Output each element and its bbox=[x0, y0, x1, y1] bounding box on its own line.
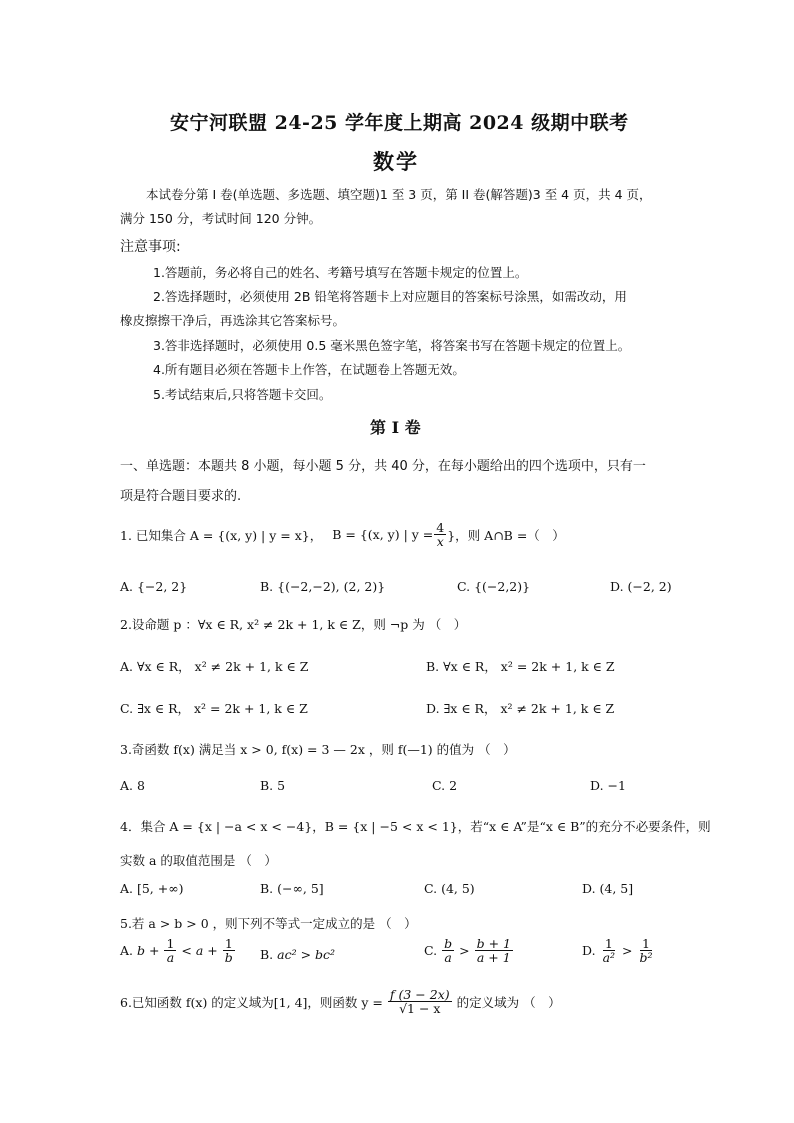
q5-option-d-mid: > bbox=[622, 943, 633, 959]
q5-option-b-label: B. bbox=[260, 947, 274, 962]
q5d-n2: 1 bbox=[642, 936, 650, 951]
q6-frac-denominator: √1 − x bbox=[399, 1001, 441, 1017]
q5a-d2: b bbox=[224, 950, 233, 966]
q3-option-d: D. −1 bbox=[590, 778, 626, 793]
q6-stem-a: 6.已知函数 f(x) 的定义域为[1, 4]，则函数 y = bbox=[120, 994, 383, 1010]
q5-option-d-frac-2 bbox=[638, 937, 655, 964]
intro-line-2: 满分 150 分，考试时间 120 分钟。 bbox=[120, 211, 322, 226]
q1-fraction bbox=[434, 521, 446, 548]
q5-option-a-label: A. bbox=[120, 943, 134, 959]
q1-stem-b: B = {(x, y) | y = bbox=[332, 527, 434, 543]
q5d-d2: b² bbox=[639, 950, 653, 966]
exam-subject: 数学 bbox=[373, 149, 419, 174]
q1-option-b: B. {(−2,−2), (2, 2)} bbox=[260, 579, 386, 594]
q4-option-c: C. (4, 5) bbox=[424, 881, 475, 896]
q2-option-a: A. ∀x ∈ R， x² ≠ 2k + 1, k ∈ Z bbox=[120, 659, 309, 674]
q1-stem-c: }，则 A∩B =（ ） bbox=[447, 527, 565, 543]
notes-heading: 注意事项: bbox=[120, 239, 181, 255]
q2-option-c: C. ∃x ∈ R， x² = 2k + 1, k ∈ Z bbox=[120, 701, 308, 716]
q5-option-a-frac-1 bbox=[164, 937, 176, 964]
q5-option-a-mid: < a + bbox=[181, 943, 218, 959]
q5c-d1: a bbox=[444, 950, 452, 966]
q1-option-d: D. (−2, 2) bbox=[610, 579, 672, 594]
q5c-n1: b bbox=[444, 936, 453, 951]
q5-option-d-label: D. bbox=[582, 943, 596, 959]
q3-option-a: A. 8 bbox=[120, 778, 145, 793]
note-item-3: 3.答非选择题时，必须使用 0.5 毫米黑色签字笔，将答案书写在答题卡规定的位置上。 bbox=[153, 338, 631, 353]
question-6-stem bbox=[120, 988, 561, 1015]
q5-option-c bbox=[424, 937, 514, 964]
q4-option-a: A. [5, +∞) bbox=[120, 881, 184, 896]
q5-option-c-frac-2 bbox=[475, 937, 513, 964]
q3-option-c: C. 2 bbox=[432, 778, 458, 793]
q5-option-b bbox=[260, 947, 335, 962]
intro-line-1: 本试卷分第 I 卷(单选题、多选题、填空题)1 至 3 页，第 II 卷(解答题)3 至 4 页，共 4 页， bbox=[146, 187, 652, 202]
q1-frac-denominator: x bbox=[436, 534, 444, 550]
q6-stem-b: 的定义域为 （ ） bbox=[456, 994, 561, 1010]
q4-option-b: B. (−∞, 5] bbox=[260, 881, 324, 896]
question-5-stem: 5.若 a > b > 0 ，则下列不等式一定成立的是 （ ） bbox=[120, 916, 417, 931]
note-item-4: 4.所有题目必须在答题卡上作答，在试题卷上答题无效。 bbox=[153, 362, 465, 377]
q5d-d1: a² bbox=[602, 950, 616, 966]
q5-option-c-frac-1 bbox=[442, 937, 454, 964]
q5c-n2: b + 1 bbox=[476, 936, 511, 951]
exam-title: 安宁河联盟 24-25 学年度上期高 2024 级期中联考 bbox=[170, 112, 629, 134]
q5-option-a-pre: b + bbox=[137, 943, 160, 959]
q2-option-d: D. ∃x ∈ R， x² ≠ 2k + 1, k ∈ Z bbox=[426, 701, 615, 716]
q5a-n1: 1 bbox=[166, 936, 175, 951]
question-2-stem: 2.设命题 p ：∀x ∈ R, x² ≠ 2k + 1, k ∈ Z，则 ¬p 为 （ ） bbox=[120, 617, 467, 632]
q5-option-d-frac-1 bbox=[601, 937, 617, 964]
question-3-stem: 3.奇函数 f(x) 满足当 x > 0, f(x) = 3 — 2x ，则 f(—1) 的值为 （ ） bbox=[120, 742, 516, 757]
q5c-d2: a + 1 bbox=[476, 950, 511, 966]
q5-option-c-mid: > bbox=[459, 943, 470, 959]
section-1-line-2: 项是符合题目要求的. bbox=[120, 489, 242, 504]
volume-title: 第 I 卷 bbox=[370, 418, 421, 437]
q4-option-d: D. (4, 5] bbox=[582, 881, 634, 896]
note-item-1: 1.答题前，务必将自己的姓名、考籍号填写在答题卡规定的位置上。 bbox=[153, 265, 528, 280]
q1-option-c: C. {(−2,2)} bbox=[457, 579, 531, 594]
q3-option-b: B. 5 bbox=[260, 778, 286, 793]
q6-fraction bbox=[388, 988, 452, 1015]
question-1-stem bbox=[120, 521, 565, 548]
q5-option-d bbox=[582, 937, 656, 964]
q1-stem-a: 1. 已知集合 A = {(x, y) | y = x}， bbox=[120, 527, 323, 543]
section-1-line-1: 一、单选题：本题共 8 小题，每小题 5 分，共 40 分，在每小题给出的四个选项中，只有一 bbox=[120, 459, 646, 474]
question-4-stem-line-2: 实数 a 的取值范围是 （ ） bbox=[120, 853, 277, 868]
q1-frac-numerator: 4 bbox=[436, 520, 445, 535]
note-item-2-cont: 橡皮擦擦干净后，再选涂其它答案标号。 bbox=[120, 313, 346, 328]
q6-frac-numerator: f (3 − 2x) bbox=[389, 987, 450, 1002]
q2-option-b: B. ∀x ∈ R， x² = 2k + 1, k ∈ Z bbox=[426, 659, 615, 674]
q5a-d1: a bbox=[166, 950, 175, 966]
question-4-stem-line-1: 4．集合 A = {x | −a < x < −4}，B = {x | −5 < x < 1}，若“x ∈ A”是“x ∈ B”的充分不必要条件，则 bbox=[120, 819, 711, 834]
note-item-5: 5.考试结束后,只将答题卡交回。 bbox=[153, 387, 332, 402]
note-item-2: 2.答选择题时，必须使用 2B 铅笔将答题卡上对应题目的答案标号涂黑，如需改动，用 bbox=[153, 289, 627, 304]
q5-option-b-text: ac² > bc² bbox=[277, 947, 336, 962]
q5-option-a bbox=[120, 937, 236, 964]
q5a-n2: 1 bbox=[224, 936, 233, 951]
q5-option-a-frac-2 bbox=[223, 937, 235, 964]
q1-option-a: A. {−2, 2} bbox=[120, 579, 188, 594]
q5-option-c-label: C. bbox=[424, 943, 438, 959]
q5d-n1: 1 bbox=[604, 936, 613, 951]
